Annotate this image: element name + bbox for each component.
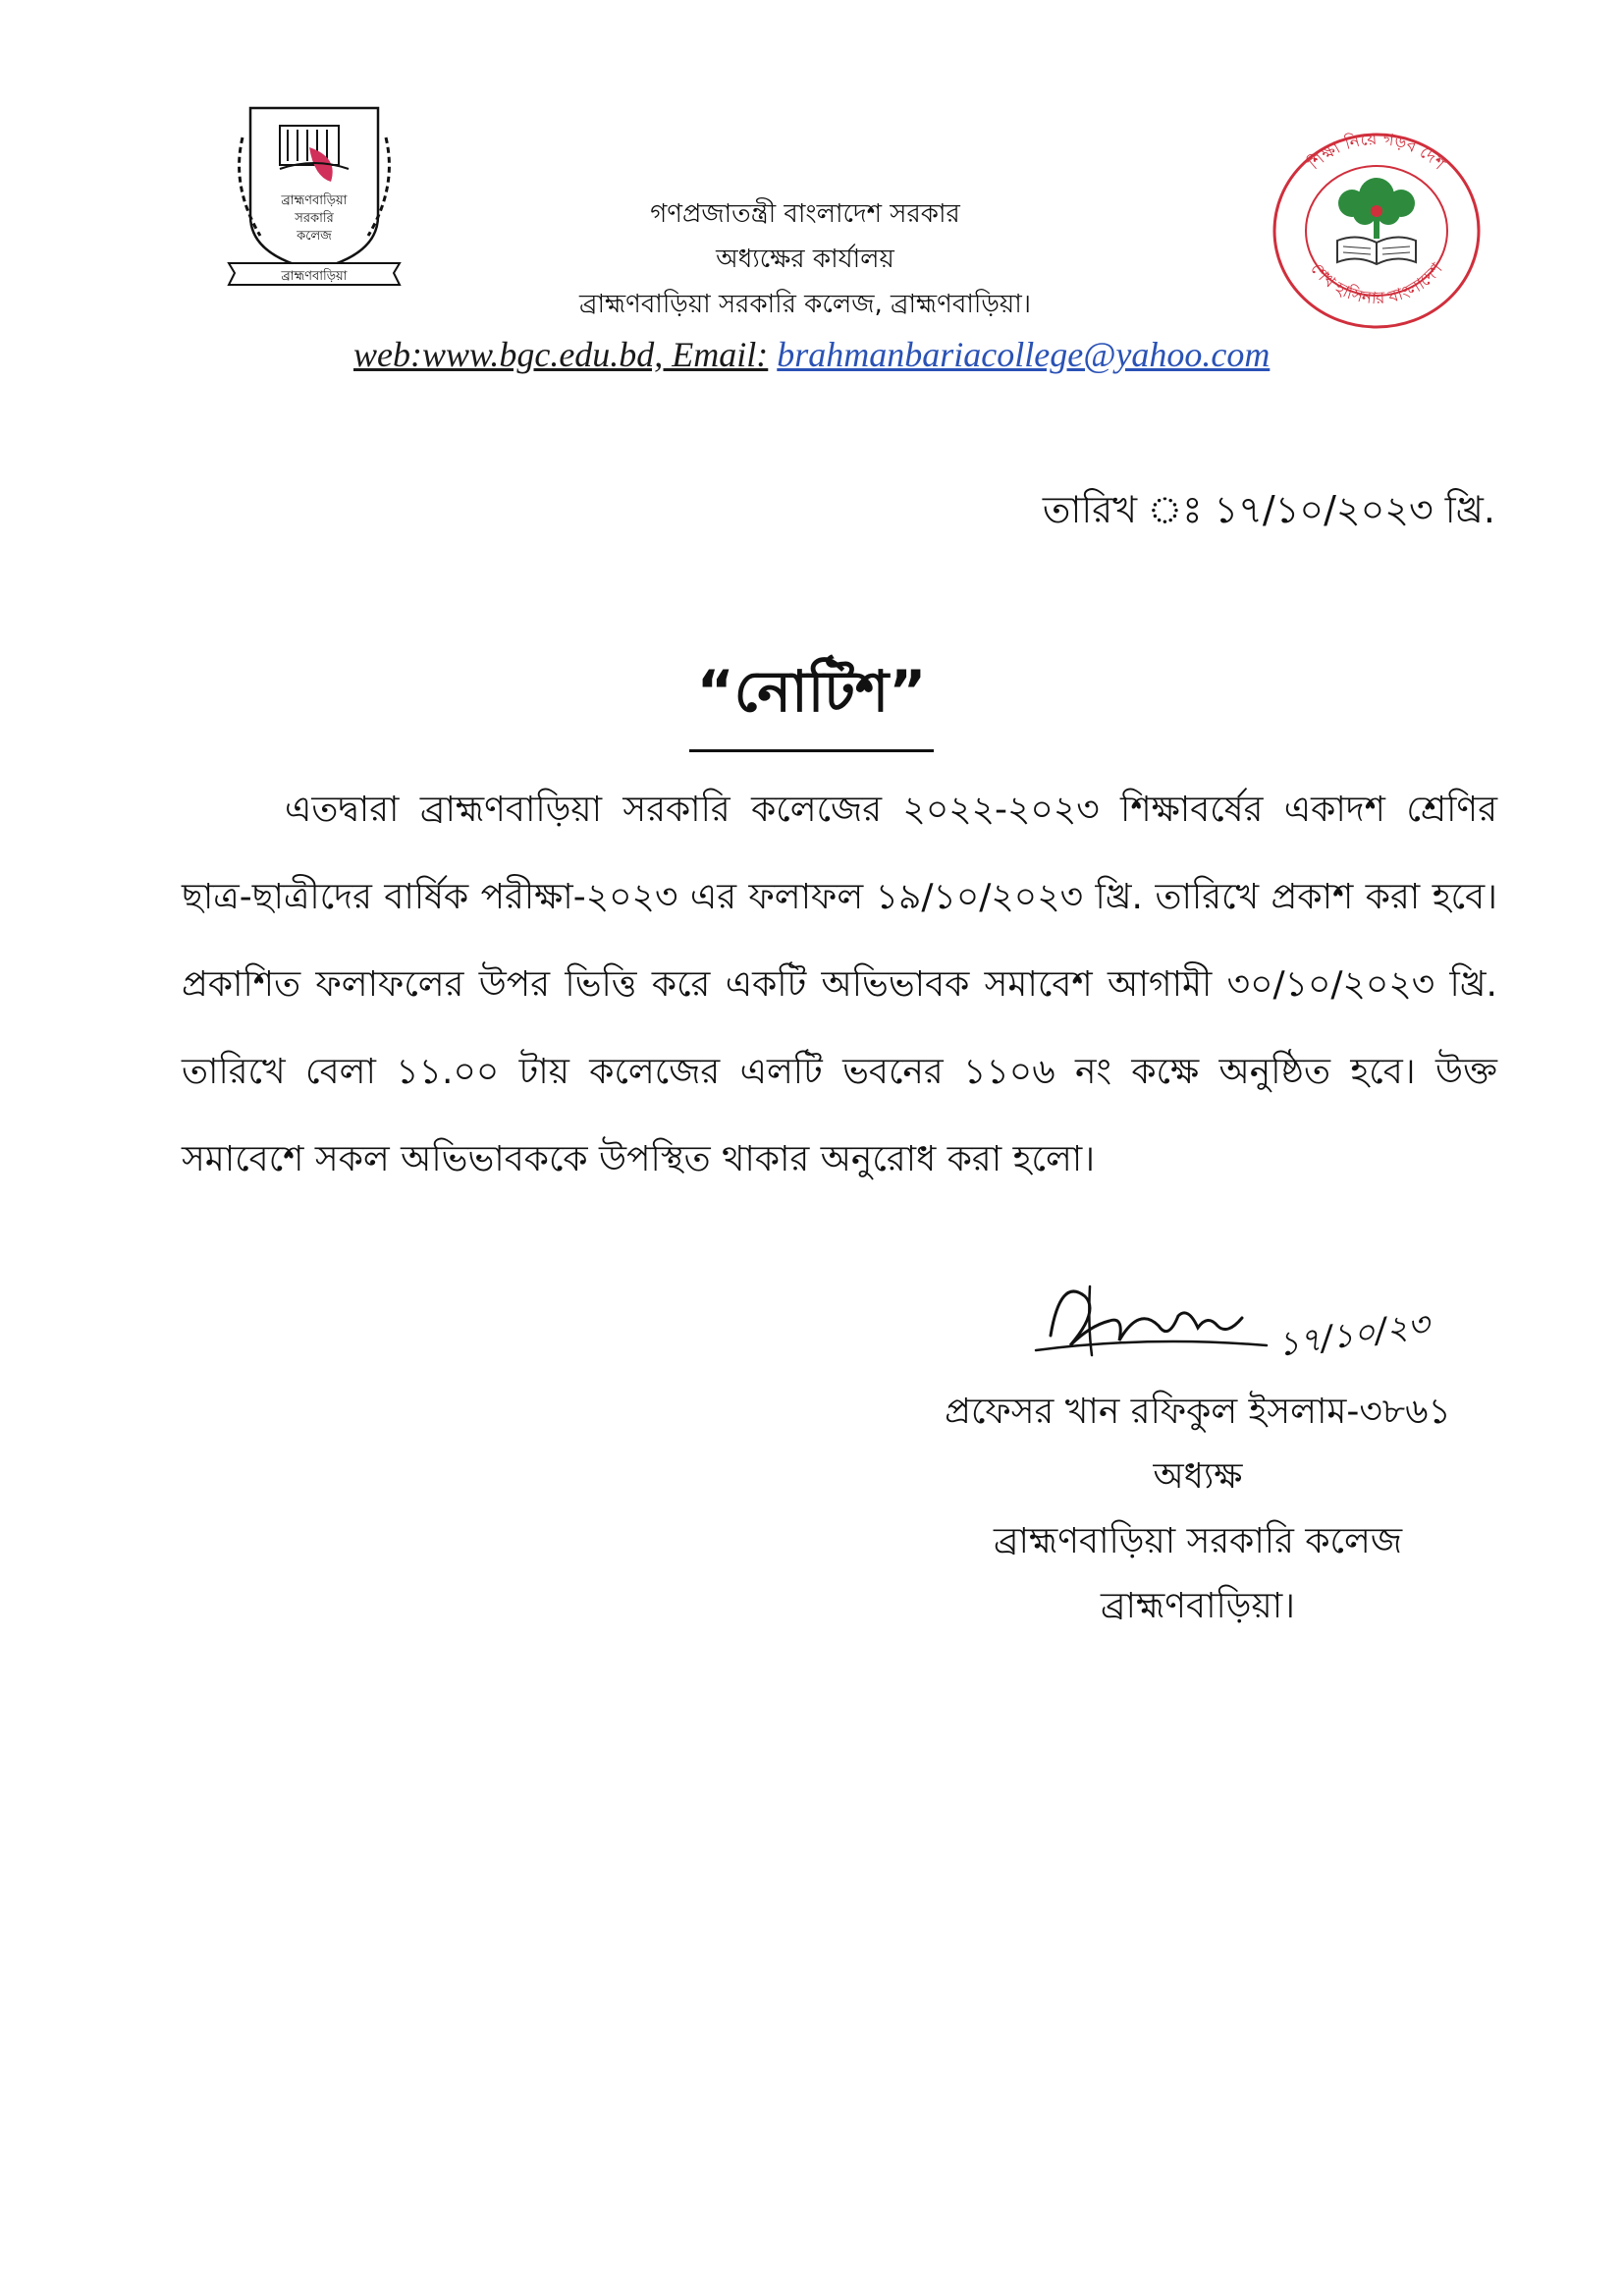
- book-tree-emblem-icon: [1259, 123, 1494, 334]
- contact-line: [353, 334, 1335, 375]
- signer-name: প্রফেসর খান রফিকুল ইসলাম-৩৮৬১: [945, 1392, 1451, 1432]
- notice-title: [0, 648, 1623, 752]
- logo-line-1: ব্রাহ্মণবাড়িয়া: [281, 193, 348, 208]
- notice-body: [182, 766, 1497, 1203]
- signature-date: ১৭/১০/২৩: [1274, 1304, 1433, 1365]
- notice-date: তারিখ ঃ ১৭/১০/২০২৩ খ্রি.: [1042, 488, 1495, 531]
- emblem-bottom-text: শেখ হাসিনার বাংলাদেশ: [1306, 259, 1447, 309]
- college-address: ব্রাহ্মণবাড়িয়া সরকারি কলেজ, ব্রাহ্মণবাড়িয়া।: [578, 290, 1032, 319]
- signer-location: ব্রাহ্মণবাড়িয়া।: [1100, 1586, 1296, 1626]
- signer-designation: অধ্যক্ষ: [1153, 1456, 1243, 1497]
- website-text: web:www.bgc.edu.bd, Email:: [353, 335, 769, 374]
- office-header: [550, 191, 1060, 327]
- government-name: গণপ্রজাতন্ত্রী বাংলাদেশ সরকার: [650, 199, 960, 229]
- signer-institution: ব্রাহ্মণবাড়িয়া সরকারি কলেজ: [993, 1521, 1403, 1561]
- logo-ribbon-text: ব্রাহ্মণবাড়িয়া: [281, 269, 348, 284]
- office-name: অধ্যক্ষের কার্যালয়: [716, 245, 894, 274]
- email-link[interactable]: brahmanbariacollege@yahoo.com: [777, 335, 1271, 374]
- logo-line-3: কলেজ: [297, 229, 332, 244]
- notice-paragraph: এতদ্বারা ব্রাহ্মণবাড়িয়া সরকারি কলেজের ২০২২-২০২৩ শিক্ষাবর্ষের একাদশ শ্রেণির ছাত্র-ছাত্রীদের বার্ষিক পরীক্ষা-২০২৩ এর ফলাফল ১৯/১০/২০২৩ খ্রি. তারিখে প্রকাশ করা হবে। প্রকাশিত ফলাফলের উপর ভিত্তি করে একটি অভিভাবক সমাবেশ আগামী ৩০/১০/২০২৩ খ্রি. তারিখে বেলা ১১.০০ টায় কলেজের এলটি ভবনের ১১০৬ নং কক্ষে অনুষ্ঠিত হবে। উক্ত সমাবেশে সকল অভিভাবককে উপস্থিত থাকার অনুরোধ করা হলো।: [182, 790, 1497, 1179]
- logo-line-2: সরকারি: [295, 211, 334, 226]
- signer-block: [864, 1380, 1532, 1639]
- notice-title-text: “নোটিশ”: [689, 648, 935, 752]
- emblem-top-text: শিক্ষা নিয়ে গড়ব দেশ: [1304, 129, 1449, 175]
- college-logo: [221, 98, 407, 295]
